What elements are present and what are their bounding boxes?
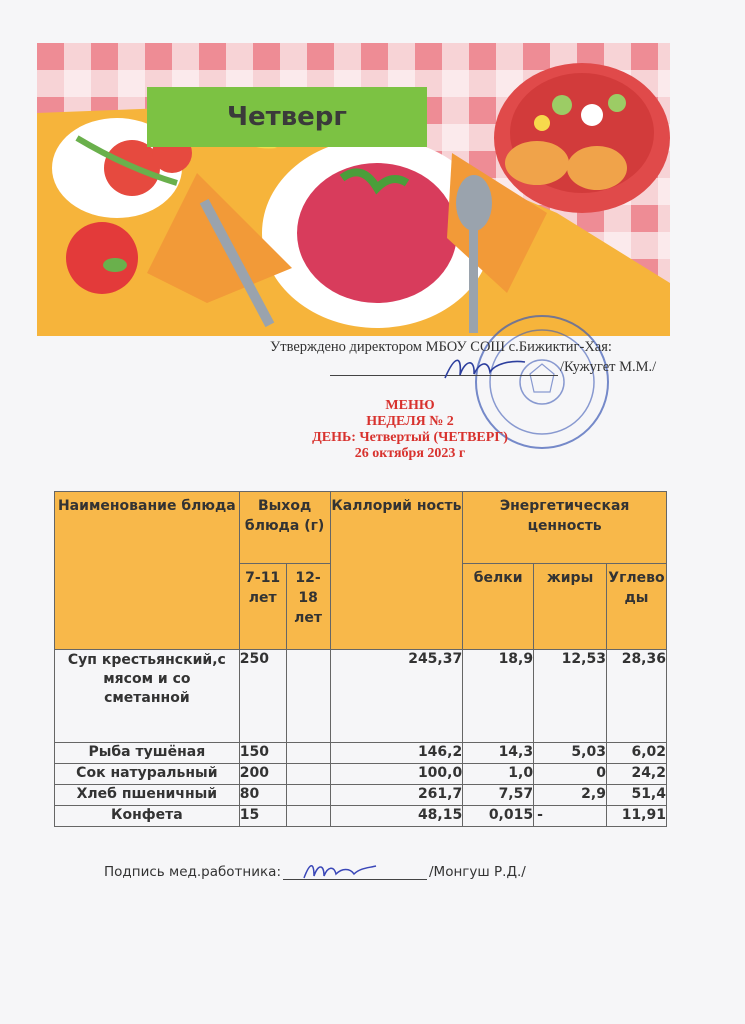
table-row (55, 785, 667, 806)
header-protein: белки (463, 564, 534, 650)
date-heading: 26 октября 2023 г (354, 446, 466, 461)
dish-name: Рыба тушёная (55, 743, 240, 764)
header-carbs: Углево ды (606, 564, 666, 650)
calories: 245,37 (330, 650, 463, 743)
day-heading: ДЕНЬ: Четвертый (ЧЕТВЕРГ) (312, 430, 508, 445)
menu-banner (37, 43, 670, 336)
table-row (55, 806, 667, 827)
fat: 0 (534, 764, 607, 785)
table-row (55, 743, 667, 764)
menu-table (54, 491, 667, 827)
menu-titles (230, 398, 590, 462)
fat: - (534, 806, 607, 827)
output-12-18 (286, 785, 330, 806)
header-age-7-11: 7-11 лет (239, 564, 286, 650)
output-7-11: 200 (239, 764, 286, 785)
table-row (55, 764, 667, 785)
dish-name: Суп крестьянский,с мясом и со сметанной (55, 650, 240, 743)
dish-name: Сок натуральный (55, 764, 240, 785)
output-7-11: 15 (239, 806, 286, 827)
calories: 48,15 (330, 806, 463, 827)
table-row (55, 650, 667, 743)
menu-heading: МЕНЮ (385, 398, 435, 413)
carbs: 6,02 (606, 743, 666, 764)
director-name: /Кужугет М.М./ (560, 359, 657, 375)
week-heading: НЕДЕЛЯ № 2 (366, 414, 454, 429)
carbs: 51,4 (606, 785, 666, 806)
header-output: Выход блюда (г) (239, 492, 330, 564)
fat: 5,03 (534, 743, 607, 764)
carbs: 11,91 (606, 806, 666, 827)
medical-signature-label: Подпись мед.работника: (104, 864, 281, 880)
output-12-18 (286, 650, 330, 743)
protein: 0,015 (463, 806, 534, 827)
protein: 1,0 (463, 764, 534, 785)
approval-text: Утверждено директором МБОУ СОШ с.Бижиктиг-Хая: (270, 339, 612, 355)
protein: 18,9 (463, 650, 534, 743)
day-title: Четверг (147, 87, 427, 147)
output-7-11: 250 (239, 650, 286, 743)
output-7-11: 80 (239, 785, 286, 806)
carbs: 28,36 (606, 650, 666, 743)
calories: 146,2 (330, 743, 463, 764)
medical-worker-name: /Монгуш Р.Д./ (429, 864, 526, 880)
output-7-11: 150 (239, 743, 286, 764)
protein: 14,3 (463, 743, 534, 764)
calories: 100,0 (330, 764, 463, 785)
director-signature (440, 350, 530, 385)
output-12-18 (286, 806, 330, 827)
dish-name: Конфета (55, 806, 240, 827)
calories: 261,7 (330, 785, 463, 806)
header-dish: Наименование блюда (55, 492, 240, 650)
output-12-18 (286, 743, 330, 764)
fat: 2,9 (534, 785, 607, 806)
dish-name: Хлеб пшеничный (55, 785, 240, 806)
header-fat: жиры (534, 564, 607, 650)
medical-signature (300, 856, 380, 884)
header-calories: Каллорий ность (330, 492, 463, 650)
carbs: 24,2 (606, 764, 666, 785)
fat: 12,53 (534, 650, 607, 743)
protein: 7,57 (463, 785, 534, 806)
header-age-12-18: 12-18 лет (286, 564, 330, 650)
output-12-18 (286, 764, 330, 785)
header-energy: Энергетическая ценность (463, 492, 667, 564)
